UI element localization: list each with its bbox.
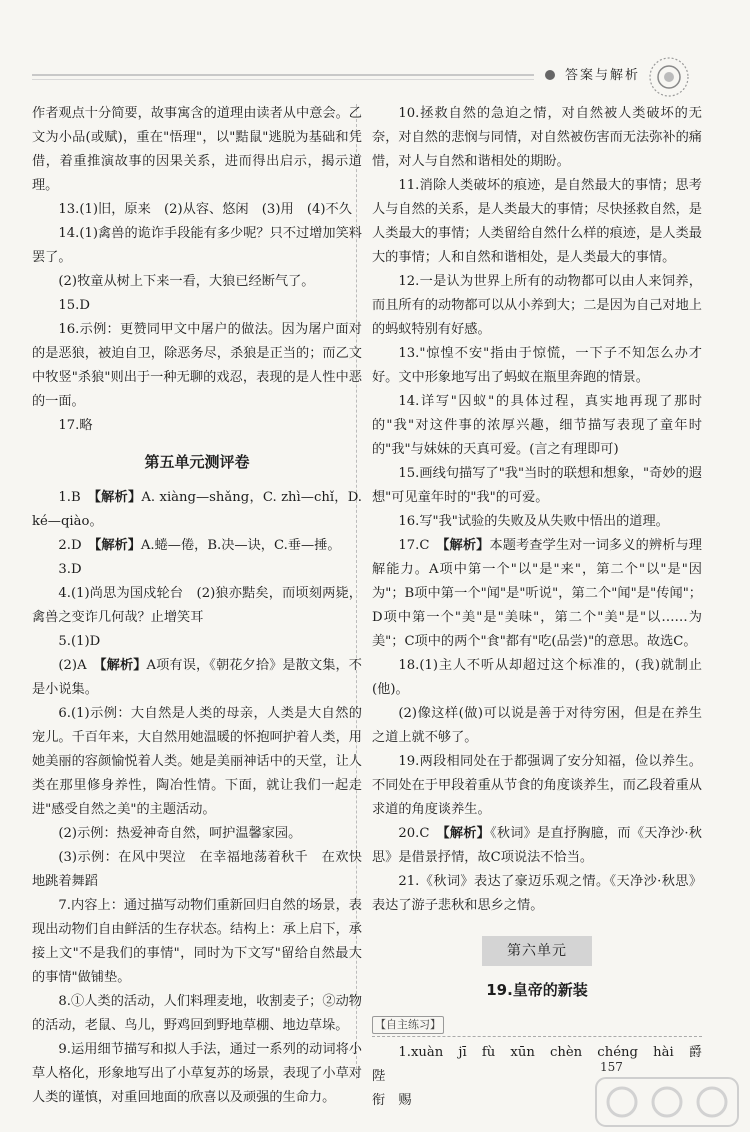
analysis-tag: 【解析】 [99, 658, 147, 673]
answer-18-1: 18.(1)主人不听从却超过这个标准的，(我)就制止(他)。 [372, 658, 702, 697]
answer-12: 12.一是认为世界上所有的动物都可以由人来饲养，而且所有的动物都可以从小养到大；二是因为自己对地上的蚂蚁特别有好感。 [372, 274, 702, 337]
answer-3: 3.D [58, 562, 82, 577]
header-title: 答案与解析 [565, 68, 641, 83]
answer-6-2: (2)示例：热爱神奇自然，呵护温馨家园。 [58, 826, 302, 841]
header-rule-thin [32, 79, 534, 80]
answer-15: 15.D [58, 298, 90, 313]
answer-number: 2.D [58, 538, 95, 553]
answer-1 [32, 486, 362, 534]
answer-number: 1.B [58, 490, 95, 505]
page-number: 157 [600, 1060, 623, 1074]
analysis-tag: 【解析】 [443, 826, 491, 841]
left-column [32, 102, 362, 1110]
analysis-text: 《秋词》是直抒胸臆，而《天净沙·秋思》是借景抒情，故C项说法不恰当。 [372, 826, 702, 865]
analysis-tag: 【解析】 [94, 538, 141, 553]
lesson-title: 19.皇帝的新装 [486, 981, 588, 999]
answer-4: 4.(1)尚思为国戍轮台 (2)狼亦黠矣，而顷刻两毙，禽兽之变诈几何哉？止增笑耳 [32, 586, 362, 625]
answer-8: 8.①人类的活动，人们料理麦地，收割麦子；②动物的活动，老鼠、鸟儿，野鸡回到野地草棚、地边草垛。 [32, 994, 362, 1033]
header-bullet-icon [545, 70, 555, 80]
answer-2 [32, 534, 362, 558]
answer-9: 9.运用细节描写和拟人手法，通过一系列的动词将小草人格化，形象地写出了小草复苏的场景，表现了小草对人类的谨慎，对重回地面的欣喜以及顽强的生命力。 [32, 1042, 362, 1105]
exercise-1-cont: 衔 赐 [372, 1093, 412, 1108]
analysis-text: A.蜷—倦，B.决—诀，C.垂—捶。 [140, 538, 341, 553]
answer-5-1: 5.(1)D [58, 634, 101, 649]
answer-6-3: (3)示例：在风中哭泣 在幸福地荡着秋千 在欢快地跳着舞蹈 [32, 850, 362, 889]
analysis-tag: 【解析】 [442, 538, 490, 553]
answer-17 [372, 534, 702, 654]
analysis-text: 本题考查学生对一词多义的辨析与理解能力。A项中第一个"以"是"来"，第二个"以"是"因为"；B项中第一个"闻"是"听说"，第二个"闻"是"传闻"；D项中第一个"美"是"美味"，第二个"美"是"以……为美"；C项中的两个"食"都有"吃(品尝)"的意思。故选C。 [372, 538, 702, 649]
page-header [0, 0, 750, 105]
answer-number: (2)A [58, 658, 100, 673]
answer-7: 7.内容上：通过描写动物们重新回归自然的场景，表现出动物们自由鲜活的生存状态。结构上：承上启下，承接上文"不是我们的事情"，同时为下文写"留给自然最大的事情"做铺垫。 [32, 898, 362, 985]
answer-number: 20.C [398, 826, 444, 841]
answer-6-1: 6.(1)示例：大自然是人类的母亲，人类是大自然的宠儿。千百年来，大自然用她温暖的怀抱呵护着人类，用她美丽的容颜愉悦着人类。她是美丽神话中的天堂，让人类在那里修身养性，陶冶性情。下面，就让我们一起走进"感受自然之美"的主题活动。 [32, 706, 362, 817]
answer-5-2 [32, 654, 362, 702]
answer-11: 11.消除人类破坏的痕迹，是自然最大的事情；思考人与自然的关系，是人类最大的事情；尽快拯救自然，是人类最大的事情；人类留给自然什么样的痕迹，是人类最大的事情；人和自然和谐相处，是人类最大的事情。 [372, 178, 702, 265]
answer-10: 10.拯救自然的急迫之情，对自然被人类破坏的无奈，对自然的悲悯与同情，对自然被伤害而无法弥补的痛惜，对人与自然和谐相处的期盼。 [372, 106, 702, 169]
unit-banner: 第六单元 [482, 936, 592, 966]
answer-20 [372, 822, 702, 870]
answer-14-2: (2)牧童从树上下来一看，大狼已经断气了。 [58, 274, 315, 289]
analysis-text: A. xiàng—shǎng，C. zhì—chǐ，D. ké—qiào。 [32, 490, 362, 529]
answer-16: 16.写"我"试验的失败及从失败中悟出的道理。 [398, 514, 669, 529]
answer-16: 16.示例：更赞同甲文中屠户的做法。因为屠户面对的是恶狼，被迫自卫，除恶务尽，杀狼是正当的；而乙文中牧竖"杀狼"则出于一种无聊的戏忍，表现的是人性中恶的一面。 [32, 322, 362, 409]
answer-number: 17.C [398, 538, 443, 553]
answer-17: 17.略 [58, 418, 93, 433]
sun-emblem-icon [648, 56, 690, 98]
answer-14: 14.详写"囚蚁"的具体过程，真实地再现了那时的"我"对这件事的浓厚兴趣，细节描写表现了童年时的"我"与妹妹的天真可爱。(言之有理即可) [372, 394, 702, 457]
answer-15: 15.画线句描写了"我"当时的联想和想象，"奇妙的遐想"可见童年时的"我"的可爱。 [372, 466, 702, 505]
answer-19: 19.两段相同处在于都强调了安分知福，俭以养生。不同处在于甲段着重从节食的角度谈养生，而乙段着重从求道的角度谈养生。 [372, 754, 702, 817]
header-rule [32, 74, 534, 76]
practice-tag: 【自主练习】 [372, 1016, 444, 1034]
paragraph: 作者观点十分简要，故事寓含的道理由读者从中意会。乙文为小品(或赋)，重在"悟理"，以"黠鼠"逃脱为基础和凭借，着重推演故事的因果关系，进而得出启示，揭示道理。 [32, 106, 362, 193]
right-column [372, 102, 716, 1113]
answer-14-1: 14.(1)禽兽的诡诈手段能有多少呢？只不过增加笑料罢了。 [32, 226, 362, 265]
answer-13: 13."惊惶不安"指由于惊慌，一下子不知怎么办才好。文中形象地写出了蚂蚁在瓶里奔跑的情景。 [372, 346, 702, 385]
watermark-logo-icon [592, 1074, 742, 1130]
answer-13: 13.(1)旧，原来 (2)从容、悠闲 (3)用 (4)不久 [58, 202, 352, 217]
exercise-1: 1.xuàn jī fù xūn chèn chéng hài 爵 陛 [372, 1045, 716, 1084]
section-title: 第五单元测评卷 [144, 453, 250, 471]
practice-tag-row [372, 1012, 702, 1037]
answer-21: 21.《秋词》表达了豪迈乐观之情。《天净沙·秋思》表达了游子悲秋和思乡之情。 [372, 874, 702, 913]
answer-18-2: (2)像这样(做)可以说是善于对待穷困，但是在养生之道上就不够了。 [372, 706, 702, 745]
analysis-tag: 【解析】 [94, 490, 142, 505]
analysis-text: A项有误，《朝花夕拾》是散文集，不是小说集。 [32, 658, 362, 697]
